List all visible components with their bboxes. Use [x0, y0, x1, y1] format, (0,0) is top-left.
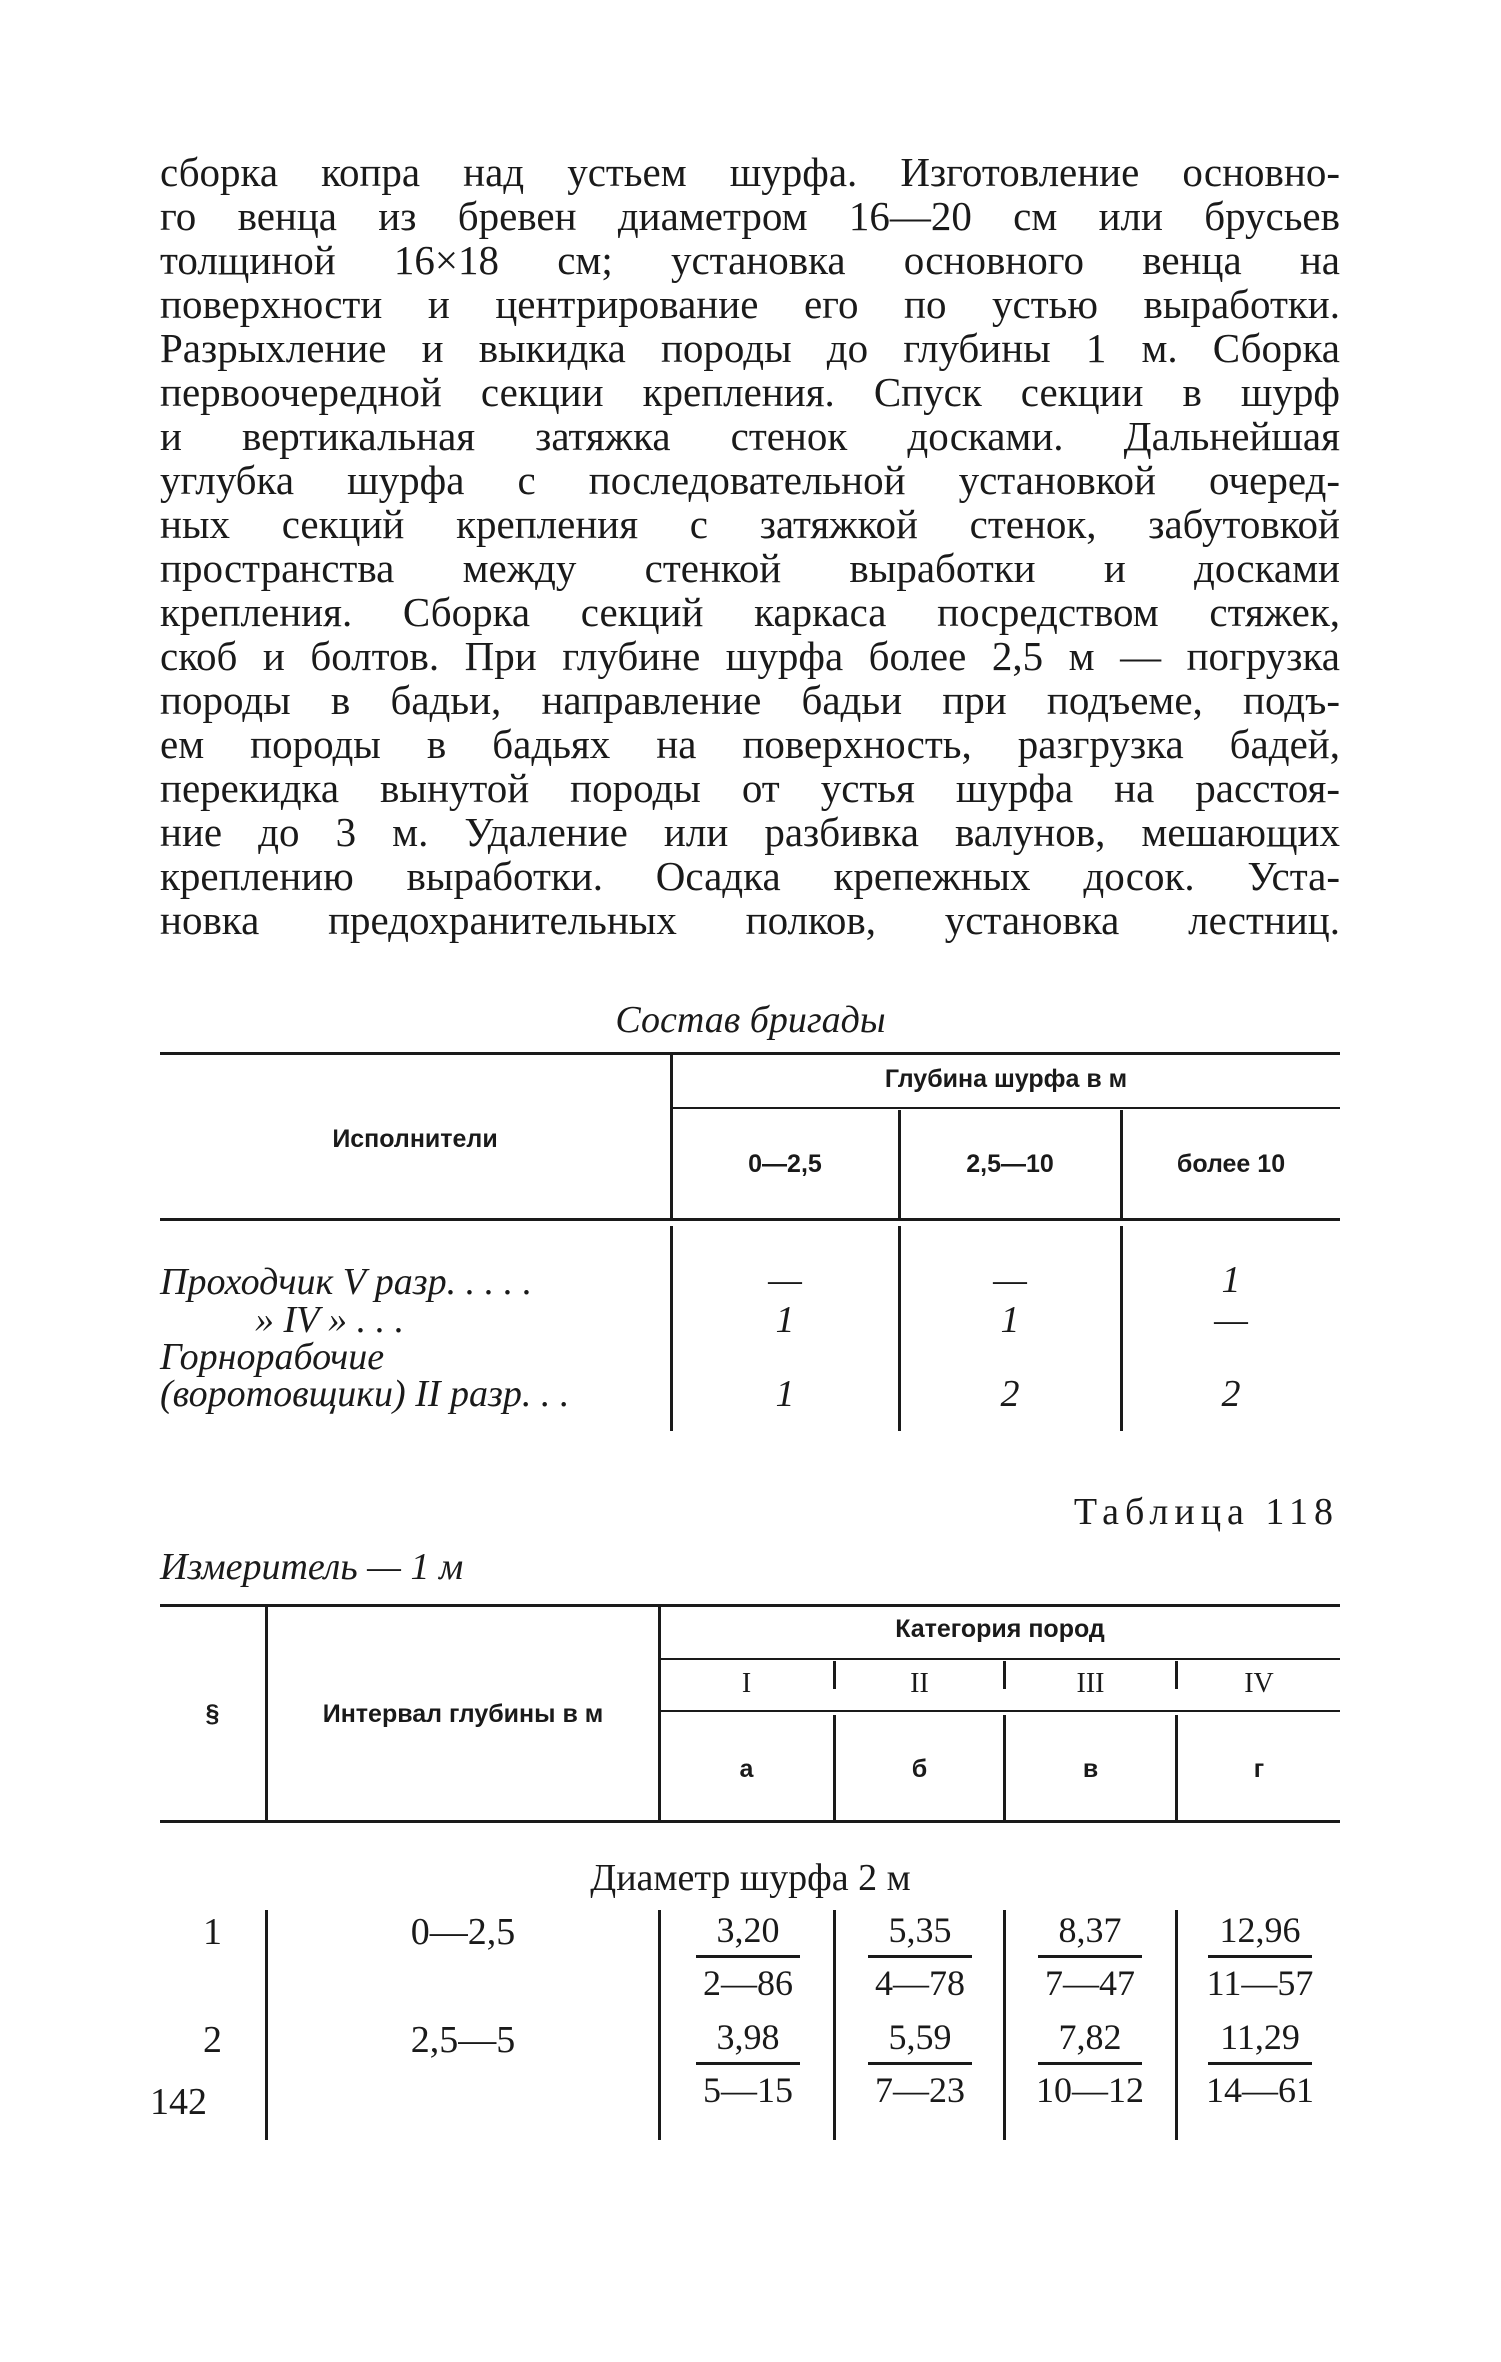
fraction-cell — [1180, 2012, 1340, 2115]
crew-cell: 1 — [775, 1373, 795, 1415]
paragraph-line: ных секций крепления с затяжкой стенок, забутовкой — [160, 501, 1340, 547]
crew-row-label: (воротовщики) II разр. . . — [160, 1373, 570, 1415]
t118-divider — [1003, 1910, 1006, 2140]
paragraph-line: новка предохранительных полков, установка лестниц. — [160, 897, 1340, 943]
paragraph-line: перекидка вынутой породы от устья шурфа на расстоя- — [160, 765, 1340, 811]
paragraph-line: поверхности и центрирование его по устью выработки. — [160, 281, 1340, 327]
fraction-top: 12,96 — [1219, 1910, 1301, 1950]
crew-depth-rule — [672, 1107, 1340, 1109]
fraction-top: 11,29 — [1220, 2017, 1300, 2057]
crew-cell: 1 — [1000, 1299, 1020, 1341]
fraction-bottom: 7—47 — [1045, 1963, 1135, 2003]
fraction-cell — [840, 2012, 1000, 2115]
fraction-cell — [840, 1905, 1000, 2008]
crew-cell: 2 — [1221, 1373, 1241, 1415]
table-subheading: Диаметр шурфа 2 м — [590, 1857, 911, 1899]
col-header-depth-3: более 10 — [1176, 1150, 1286, 1178]
t118-divider — [1175, 1910, 1178, 2140]
fraction-bottom: 14—61 — [1206, 2070, 1314, 2110]
col-header-category: Категория пород — [895, 1615, 1105, 1643]
paragraph-line: и вертикальная затяжка стенок досками. Дальнейшая — [160, 413, 1340, 459]
paragraph-line: пространства между стенкой выработки и досками — [160, 545, 1340, 591]
crew-caption: Состав бригады — [615, 999, 886, 1041]
category-numeral: II — [910, 1668, 929, 1699]
fraction-cell — [668, 1905, 828, 2008]
col-header-depth-1: 0—2,5 — [748, 1150, 822, 1178]
row-section: 2 — [203, 2019, 222, 2061]
t118-divider — [833, 1910, 836, 2140]
fraction-bottom: 4—78 — [875, 1963, 965, 2003]
category-letter: б — [911, 1755, 928, 1783]
paragraph-line: креплению выработки. Осадка крепежных досок. Уста- — [160, 853, 1340, 899]
fraction-cell — [1010, 1905, 1170, 2008]
crew-cell: — — [1214, 1299, 1248, 1341]
paragraph-line: ние до 3 м. Удаление или разбивка валунов, мешающих — [160, 809, 1340, 855]
fraction-top: 3,20 — [716, 1910, 780, 1950]
paragraph-line: ем породы в бадьях на поверхность, разгрузка бадей, — [160, 721, 1340, 767]
t118-category-rule — [660, 1658, 1340, 1660]
table-title: Таблица 118 — [1073, 1491, 1339, 1533]
col-header-depth-2: 2,5—10 — [966, 1150, 1054, 1178]
body-paragraph — [160, 150, 1340, 942]
fraction-bottom: 7—23 — [875, 2070, 965, 2110]
row-section: 1 — [203, 1911, 222, 1953]
fraction-top: 8,37 — [1058, 1910, 1122, 1950]
page-number: 142 — [150, 2081, 207, 2123]
fraction-cell — [1010, 2012, 1170, 2115]
crew-cell: 1 — [775, 1299, 795, 1341]
t118-top-rule — [160, 1604, 1340, 1607]
crew-cell: 1 — [1221, 1259, 1241, 1301]
category-letter: г — [1253, 1755, 1265, 1783]
row-interval: 2,5—5 — [410, 2019, 516, 2061]
fraction-top: 3,98 — [716, 2017, 780, 2057]
paragraph-line: скоб и болтов. При глубине шурфа более 2,5 м — погрузка — [160, 633, 1340, 679]
fraction-cell — [1180, 1905, 1340, 2008]
fraction-bottom: 10—12 — [1036, 2070, 1144, 2110]
category-numeral: I — [741, 1668, 752, 1699]
crew-cell: — — [993, 1259, 1027, 1301]
t118-header-rule — [160, 1820, 1340, 1823]
paragraph-line: сборка копра над устьем шурфа. Изготовление основно- — [160, 149, 1340, 195]
fraction-top: 5,35 — [888, 1910, 952, 1950]
row-interval: 0—2,5 — [410, 1911, 516, 1953]
crew-cell: 2 — [1000, 1373, 1020, 1415]
col-header-workers: Исполнители — [332, 1125, 498, 1153]
crew-row-label: » IV » . . . — [255, 1299, 405, 1341]
paragraph-line: первоочередной секции крепления. Спуск секции в шурф — [160, 369, 1340, 415]
paragraph-line: го венца из бревен диаметром 16—20 см или брусьев — [160, 193, 1340, 239]
category-numeral: IV — [1244, 1668, 1274, 1699]
fraction-top: 5,59 — [888, 2017, 952, 2057]
crew-row-label: Горнорабочие — [160, 1336, 385, 1378]
table-unit: Измеритель — 1 м — [160, 1546, 464, 1588]
paragraph-line: Разрыхление и выкидка породы до глубины 1 м. Сборка — [160, 325, 1340, 371]
category-numeral: III — [1076, 1668, 1105, 1699]
crew-cell: — — [768, 1259, 802, 1301]
t118-divider — [658, 1910, 661, 2140]
paragraph-line: толщиной 16×18 см; установка основного венца на — [160, 237, 1340, 283]
crew-header-rule — [160, 1218, 1340, 1221]
fraction-bottom: 11—57 — [1206, 1963, 1314, 2003]
crew-top-rule — [160, 1052, 1340, 1055]
paragraph-line: углубка шурфа с последовательной установкой очеред- — [160, 457, 1340, 503]
col-header-section: § — [205, 1700, 220, 1728]
crew-row-label: Проходчик V разр. . . . . — [160, 1261, 533, 1303]
category-letter: а — [739, 1755, 754, 1783]
t118-numeral-rule — [660, 1710, 1340, 1712]
col-header-interval: Интервал глубины в м — [322, 1700, 604, 1728]
fraction-cell — [668, 2012, 828, 2115]
col-header-depth: Глубина шурфа в м — [884, 1065, 1128, 1093]
paragraph-line: породы в бадьи, направление бадьи при подъеме, подъ- — [160, 677, 1340, 723]
paragraph-line: крепления. Сборка секций каркаса посредством стяжек, — [160, 589, 1340, 635]
category-letter: в — [1082, 1755, 1099, 1783]
fraction-top: 7,82 — [1058, 2017, 1122, 2057]
fraction-bottom: 2—86 — [703, 1963, 793, 2003]
fraction-bottom: 5—15 — [703, 2070, 793, 2110]
